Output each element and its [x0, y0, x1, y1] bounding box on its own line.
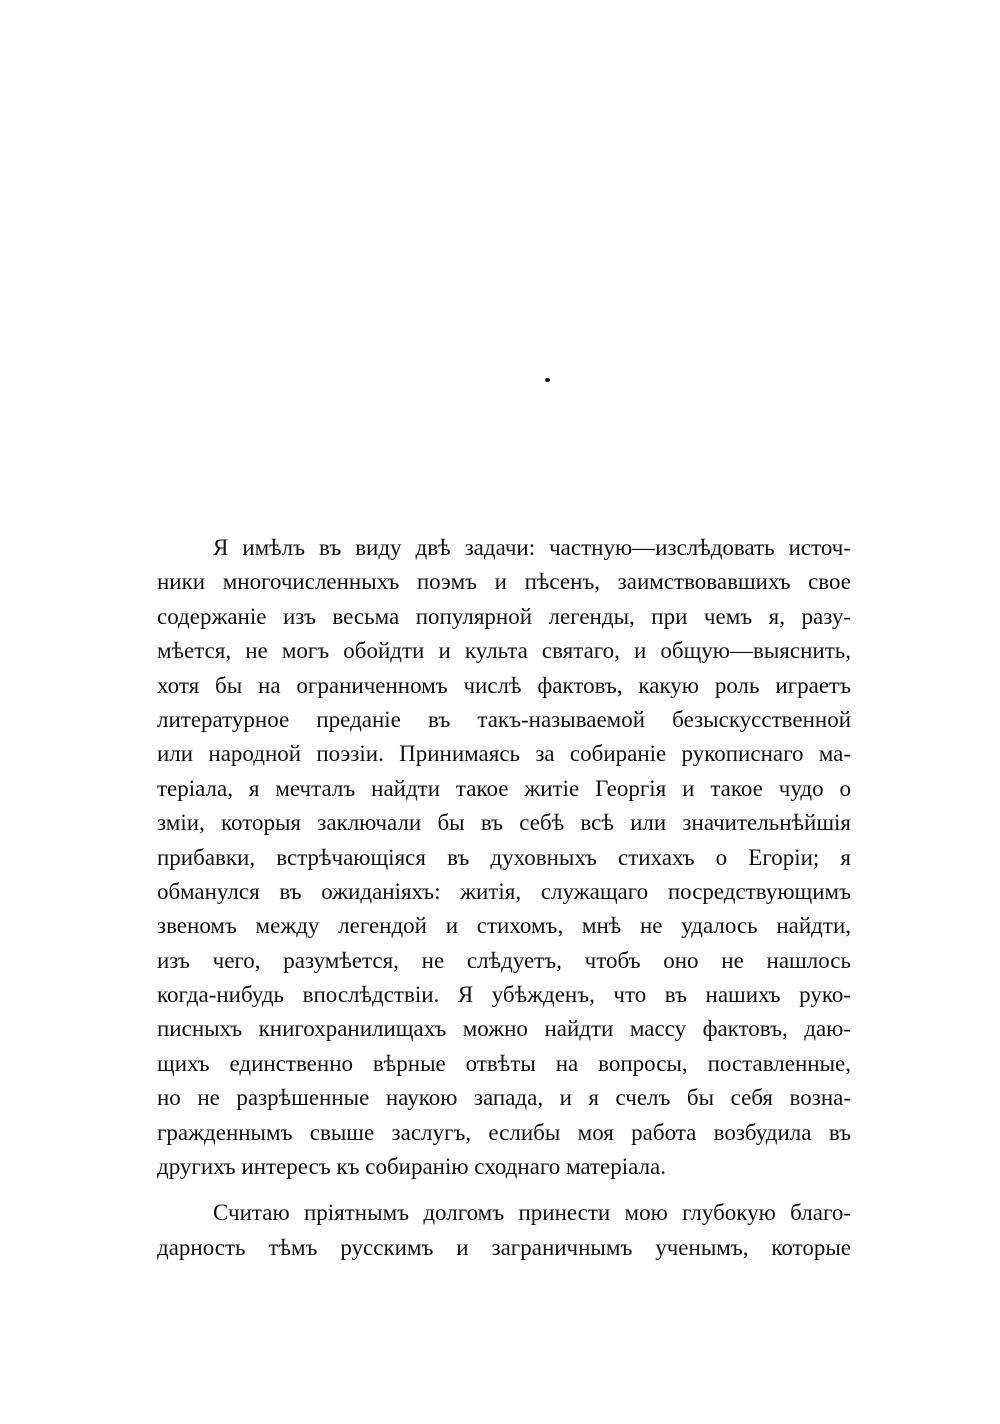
- text-line: обманулся въ ожиданіяхъ: житія, служащаго посредствующимъ: [157, 878, 851, 904]
- ink-speck: [545, 378, 550, 382]
- text-line: ники многочисленныхъ поэмъ и пѣсенъ, заимствовавшихъ свое: [157, 569, 851, 595]
- text-line: или народной поэзіи. Принимаясь за собираніе рукописнаго ма-: [157, 741, 851, 767]
- text-line: теріала, я мечталъ найдти такое житіе Георгія и такое чудо о: [157, 775, 851, 801]
- body-text: [157, 531, 851, 1265]
- text-line: дарность тѣмъ русскимъ и заграничнымъ ученымъ, которые: [157, 1234, 851, 1260]
- text-line: щихъ единственно вѣрные отвѣты на вопросы, поставленные,: [157, 1050, 851, 1076]
- text-line: содержаніе изъ весьма популярной легенды, при чемъ я, разу-: [157, 603, 851, 629]
- paragraph-gap: [157, 1184, 851, 1196]
- text-line: прибавки, встрѣчающіяся въ духовныхъ стихахъ о Егоріи; я: [157, 844, 851, 870]
- text-line: изъ чего, разумѣется, не слѣдуетъ, чтобъ оно не нашлось: [157, 947, 851, 973]
- text-line: писныхъ книгохранилищахъ можно найдти массу фактовъ, даю-: [157, 1016, 851, 1042]
- text-line: мѣется, не могъ обойдти и культа святаго, и общую—выяснить,: [157, 638, 851, 664]
- text-line: гражденнымъ свыше заслугъ, еслибы моя работа возбудила въ: [157, 1119, 851, 1145]
- paragraph-1: [157, 531, 851, 1184]
- text-line: Считаю пріятнымъ долгомъ принести мою глубокую благо-: [213, 1200, 851, 1226]
- text-line: литературное преданіе въ такъ-называемой безыскусственной: [157, 706, 851, 732]
- text-line: хотя бы на ограниченномъ числѣ фактовъ, какую роль играетъ: [157, 672, 851, 698]
- text-line: Я имѣлъ въ виду двѣ задачи: частную—изслѣдовать источ-: [213, 535, 851, 560]
- text-line: звеномъ между легендой и стихомъ, мнѣ не удалось найдти,: [157, 913, 851, 939]
- text-line: но не разрѣшенные наукою запада, и я счелъ бы себя возна-: [157, 1085, 851, 1111]
- paragraph-2: [157, 1196, 851, 1265]
- text-line: другихъ интересъ къ собиранію сходнаго матеріала.: [157, 1154, 666, 1180]
- text-line: когда-нибудь впослѣдствіи. Я убѣжденъ, что въ нашихъ руко-: [157, 982, 851, 1008]
- text-line: зміи, которыя заключали бы въ себѣ всѣ или значительнѣйшія: [157, 810, 851, 836]
